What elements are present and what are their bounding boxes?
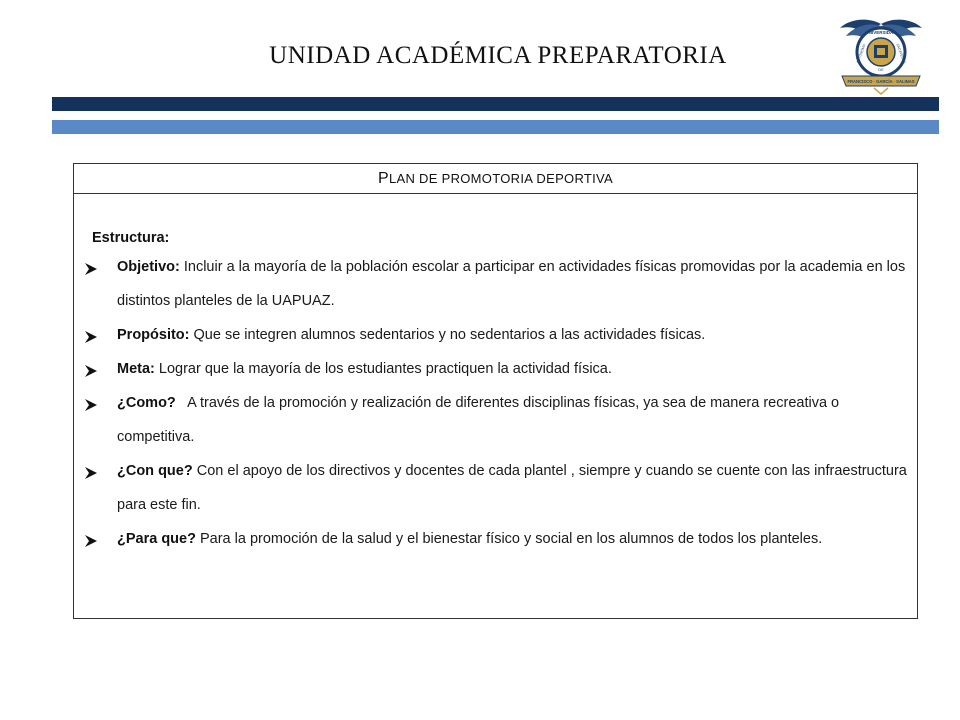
logo-text-center: DE — [878, 67, 884, 72]
item-label: ¿Con que? — [117, 463, 193, 479]
plan-items-list — [74, 258, 919, 564]
arrow-bullet-icon — [84, 330, 98, 344]
arrow-bullet-icon — [84, 398, 98, 412]
item-label: ¿Para que? — [117, 531, 196, 547]
university-logo — [836, 14, 926, 96]
arrow-bullet-icon — [84, 466, 98, 480]
list-item-para-que — [74, 530, 919, 564]
logo-text-right: ZACATECAS — [895, 43, 907, 65]
item-label: Propósito: — [117, 327, 190, 343]
item-text: Para la promoción de la salud y el bienestar físico y social en los alumnos de todos los planteles. — [195, 531, 823, 547]
header-divider-light — [52, 120, 939, 134]
arrow-bullet-icon — [84, 534, 98, 548]
item-label: ¿Como? — [117, 395, 176, 411]
page-title-text: UNIDAD ACADÉMICA PREPARATORIA — [269, 42, 727, 69]
plan-title — [74, 164, 917, 194]
logo-text-top: UNIVERSIDAD — [865, 30, 897, 35]
item-text: Incluir a la mayoría de la población escolar a participar en actividades físicas promovidas por la academia en los distintos planteles de la UAPUAZ. — [117, 259, 906, 309]
logo-text-left: AUTÓNOMA — [855, 43, 867, 64]
arrow-bullet-icon — [84, 262, 98, 276]
plan-title-rest: LAN DE PROMOTORIA DEPORTIVA — [388, 171, 614, 186]
item-text: Lograr que la mayoría de los estudiantes practiquen la actividad física. — [154, 361, 612, 377]
logo-ribbon-text: FRANCISCO · GARCÍA · SALINAS — [847, 79, 915, 84]
item-label: Meta: — [117, 361, 155, 377]
page-title — [0, 42, 960, 70]
item-text: Que se integren alumnos sedentarios y no sedentarios a las actividades físicas. — [189, 327, 706, 343]
estructura-label: Estructura: — [92, 230, 170, 246]
list-item-con-que — [74, 462, 919, 530]
plan-table — [73, 163, 918, 619]
arrow-bullet-icon — [84, 364, 98, 378]
item-label: Objetivo: — [117, 259, 180, 275]
item-text: A través de la promoción y realización de diferentes disciplinas físicas, ya sea de manera recreativa o competitiva. — [117, 395, 844, 445]
list-item-objetivo — [74, 258, 919, 326]
item-text: Con el apoyo de los directivos y docentes de cada plantel , siempre y cuando se cuente con las infraestructura para este fin. — [117, 463, 907, 513]
header-divider-dark — [52, 97, 939, 111]
list-item-como — [74, 394, 919, 462]
plan-title-initial: P — [377, 170, 389, 187]
